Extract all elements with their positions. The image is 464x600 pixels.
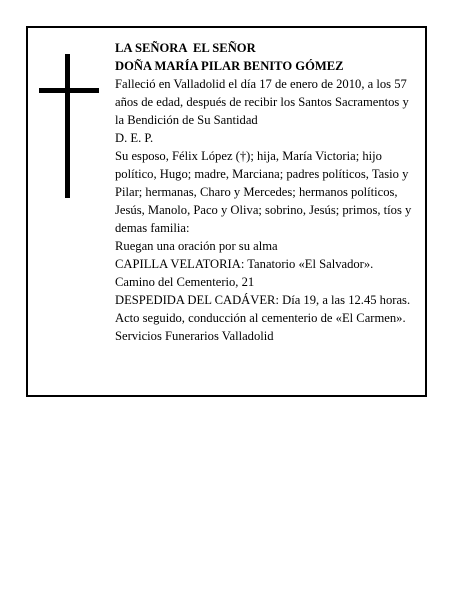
- family-list: Su esposo, Félix López (†); hija, María Victoria; hijo político, Hugo; madre, Marciana; padres políticos, Tasio y Pilar; hermanas, Charo y Mercedes; hermanos políticos, Jesús, Manolo, Paco y Oliva; sobrino, Jesús; primos, tíos y demas familia:: [115, 149, 412, 235]
- obituary-text: [115, 39, 419, 345]
- prayer-request: Ruegan una oración por su alma: [115, 239, 278, 253]
- cross-horizontal-bar: [39, 88, 99, 93]
- cross-icon: [39, 54, 99, 198]
- funeral-services: Servicios Funerarios Valladolid: [115, 329, 274, 343]
- heading-line-1: LA SEÑORA EL SEÑOR: [115, 41, 256, 55]
- chapel-info: CAPILLA VELATORIA: Tanatorio «El Salvador».: [115, 257, 374, 271]
- dep-text: D. E. P.: [115, 131, 154, 145]
- chapel-address: Camino del Cementerio, 21: [115, 275, 255, 289]
- obituary-notice: [26, 26, 427, 397]
- death-details: Falleció en Valladolid el día 17 de enero de 2010, a los 57 años de edad, después de recibir los Santos Sacramentos y la Bendición de Su Santidad: [115, 77, 409, 127]
- farewell-info: DESPEDIDA DEL CADÁVER: Día 19, a las 12.45 horas. Acto seguido, conducción al cementerio de «El Carmen».: [115, 293, 411, 325]
- deceased-name: DOÑA MARÍA PILAR BENITO GÓMEZ: [115, 59, 344, 73]
- cross-vertical-bar: [65, 54, 70, 198]
